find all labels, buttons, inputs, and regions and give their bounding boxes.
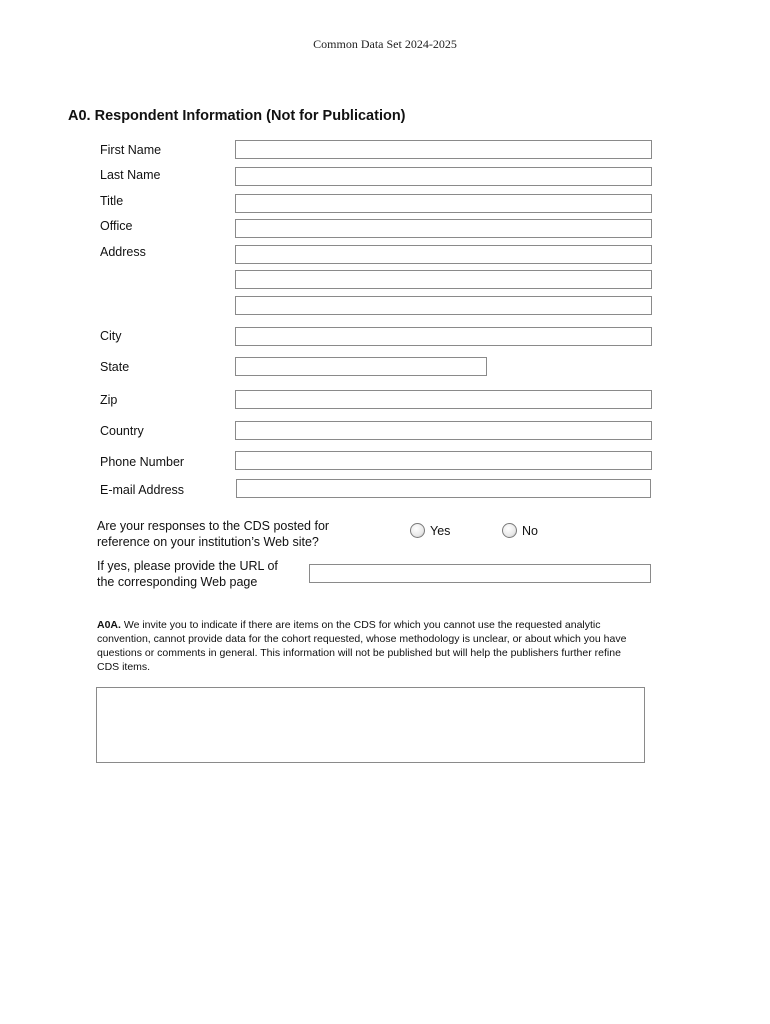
phone-label: Phone Number	[100, 455, 185, 469]
first-name-label: First Name	[100, 143, 162, 157]
a0a-note	[97, 618, 642, 674]
url-question	[97, 558, 278, 590]
email-label: E-mail Address	[100, 483, 185, 497]
country-label: Country	[100, 424, 144, 438]
posted-question-line2: reference on your institution’s Web site?	[97, 535, 319, 549]
no-radio-label: No	[522, 523, 538, 538]
country-field[interactable]	[235, 421, 652, 440]
state-label: State	[100, 360, 130, 374]
zip-label: Zip	[100, 393, 118, 407]
yes-radio-button[interactable]	[410, 523, 425, 538]
a0a-comment-box[interactable]	[96, 687, 645, 763]
address-line2-field[interactable]	[235, 270, 652, 289]
no-radio-option[interactable]	[502, 523, 538, 538]
page-header: Common Data Set 2024-2025	[313, 37, 457, 51]
first-name-field[interactable]	[235, 140, 652, 159]
state-field[interactable]	[235, 357, 487, 376]
city-field[interactable]	[235, 327, 652, 346]
url-field[interactable]	[309, 564, 651, 583]
a0a-prefix: A0A.	[97, 619, 121, 631]
last-name-label: Last Name	[100, 168, 161, 182]
last-name-field[interactable]	[235, 167, 652, 186]
office-label: Office	[100, 219, 133, 233]
posted-question-line1: Are your responses to the CDS posted for	[97, 519, 330, 533]
a0a-text: We invite you to indicate if there are items on the CDS for which you cannot use the requested analytic convention, cannot provide data for the cohort requested, whose methodology is unclear, or about which you have questions or comments in general. This information will not be published but will help the publishers further refine CDS items.	[97, 619, 627, 673]
yes-radio-label: Yes	[430, 523, 451, 538]
url-question-line1: If yes, please provide the URL of	[97, 559, 278, 573]
address-line1-field[interactable]	[235, 245, 652, 264]
phone-field[interactable]	[235, 451, 652, 470]
address-line3-field[interactable]	[235, 296, 652, 315]
posted-question	[97, 518, 329, 550]
url-question-line2: the corresponding Web page	[97, 575, 258, 589]
zip-field[interactable]	[235, 390, 652, 409]
email-field[interactable]	[236, 479, 651, 498]
office-field[interactable]	[235, 219, 652, 238]
title-field[interactable]	[235, 194, 652, 213]
city-label: City	[100, 329, 122, 343]
section-title: A0. Respondent Information (Not for Publication)	[68, 108, 406, 124]
address-label: Address	[100, 245, 146, 259]
title-label: Title	[100, 194, 124, 208]
yes-radio-option[interactable]	[410, 523, 450, 538]
no-radio-button[interactable]	[502, 523, 517, 538]
